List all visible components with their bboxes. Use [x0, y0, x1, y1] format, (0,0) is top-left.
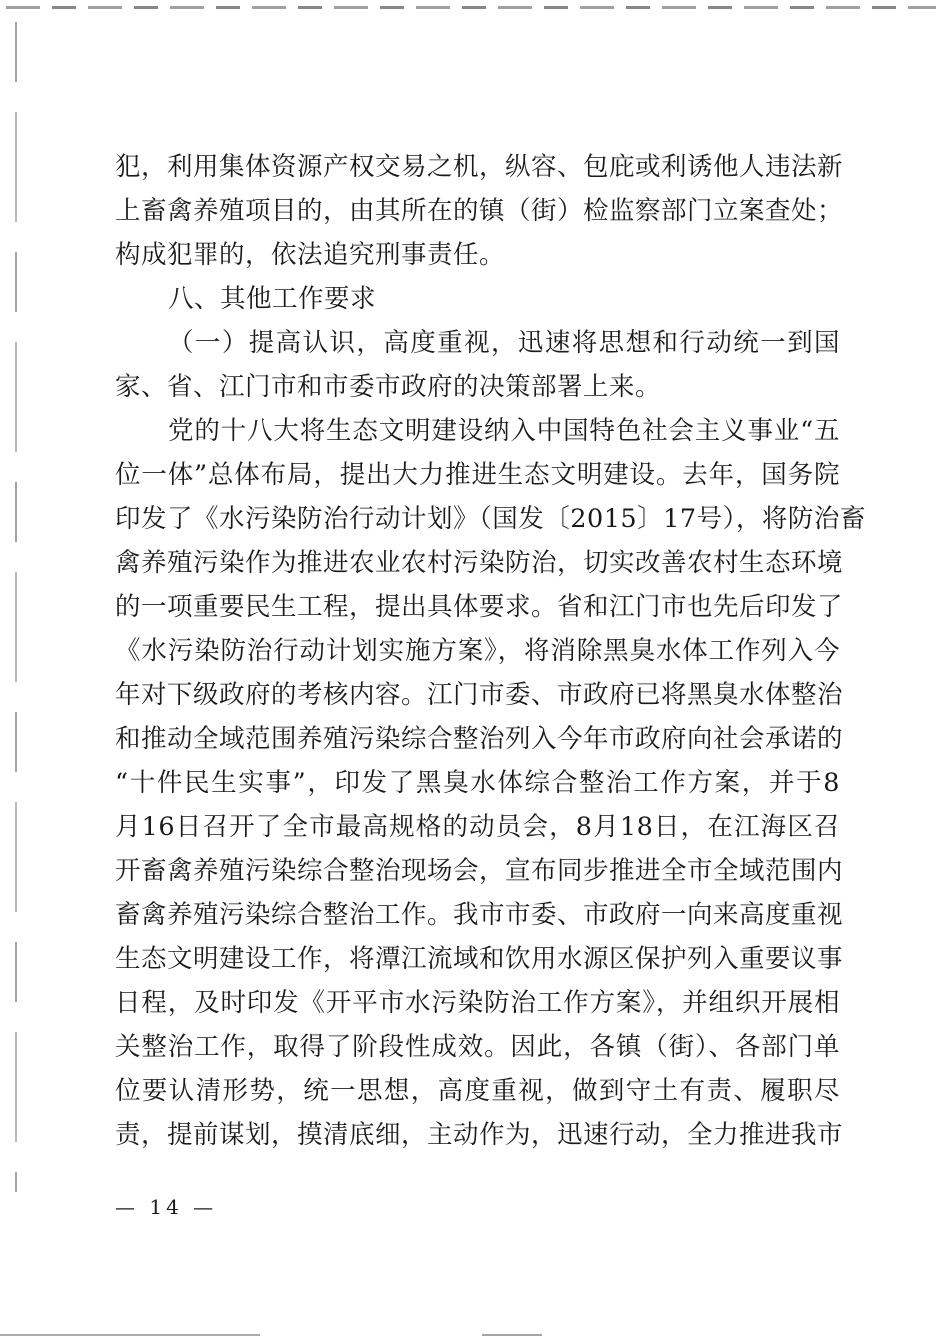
section-heading: 八、其他工作要求: [168, 284, 377, 314]
scan-edge-left: [15, 22, 17, 1192]
text-line: 日程，及时印发《开平市水污染防治工作方案》，并组织开展相: [115, 988, 840, 1018]
text-line: 和推动全域范围养殖污染综合整治列入今年市政府向社会承诺的: [115, 724, 844, 754]
page-number: — 14 —: [115, 1195, 218, 1219]
text-line: 责，提前谋划，摸清底细，主动作为，迅速行动，全力推进我市: [115, 1120, 844, 1150]
text-line: 的一项重要民生工程，提出具体要求。省和江门市也先后印发了: [115, 592, 844, 622]
text-line: 党的十八大将生态文明建设纳入中国特色社会主义事业“五: [168, 416, 840, 446]
subsection-heading: （一）提高认识，高度重视，迅速将思想和行动统一到国: [168, 328, 840, 358]
text-line: 位一体”总体布局，提出大力推进生态文明建设。去年，国务院: [115, 460, 840, 490]
text-line: 开畜禽养殖污染综合整治现场会，宣布同步推进全市全域范围内: [115, 856, 844, 886]
document-body: [115, 145, 866, 1157]
text-line: 禽养殖污染作为推进农业农村污染防治，切实改善农村生态环境: [115, 548, 844, 578]
text-line: 构成犯罪的，依法追究刑事责任。: [115, 240, 506, 270]
text-line: 畜禽养殖污染综合整治工作。我市市委、市政府一向来高度重视: [115, 900, 844, 930]
text-line: 《水污染防治行动计划实施方案》，将消除黑臭水体工作列入今: [115, 636, 840, 666]
text-line: 关整治工作，取得了阶段性成效。因此，各镇（街）、各部门单: [115, 1032, 840, 1062]
text-line: 印发了《水污染防治行动计划》（国发〔2015〕17号），将防治畜: [115, 504, 866, 534]
text-line: 生态文明建设工作，将潭江流域和饮用水源区保护列入重要议事: [115, 944, 844, 974]
text-line: 年对下级政府的考核内容。江门市委、市政府已将黑臭水体整治: [115, 680, 844, 710]
scan-edge-bottom-mid: [482, 1334, 542, 1336]
text-line: “十件民生实事”，印发了黑臭水体综合整治工作方案，并于8: [115, 768, 840, 798]
text-line: 上畜禽养殖项目的，由其所在的镇（街）检监察部门立案查处；: [115, 196, 844, 226]
text-line: 犯，利用集体资源产权交易之机，纵容、包庇或利诱他人违法新: [115, 152, 844, 182]
scan-edge-bottom: [0, 1334, 260, 1336]
text-line: 月16日召开了全市最高规格的动员会，8月18日，在江海区召: [115, 812, 840, 842]
text-line: 位要认清形势，统一思想，高度重视，做到守土有责、履职尽: [115, 1076, 840, 1106]
scan-edge-top: [6, 6, 936, 9]
subsection-heading-cont: 家、省、江门市和市委市政府的决策部署上来。: [115, 372, 662, 402]
